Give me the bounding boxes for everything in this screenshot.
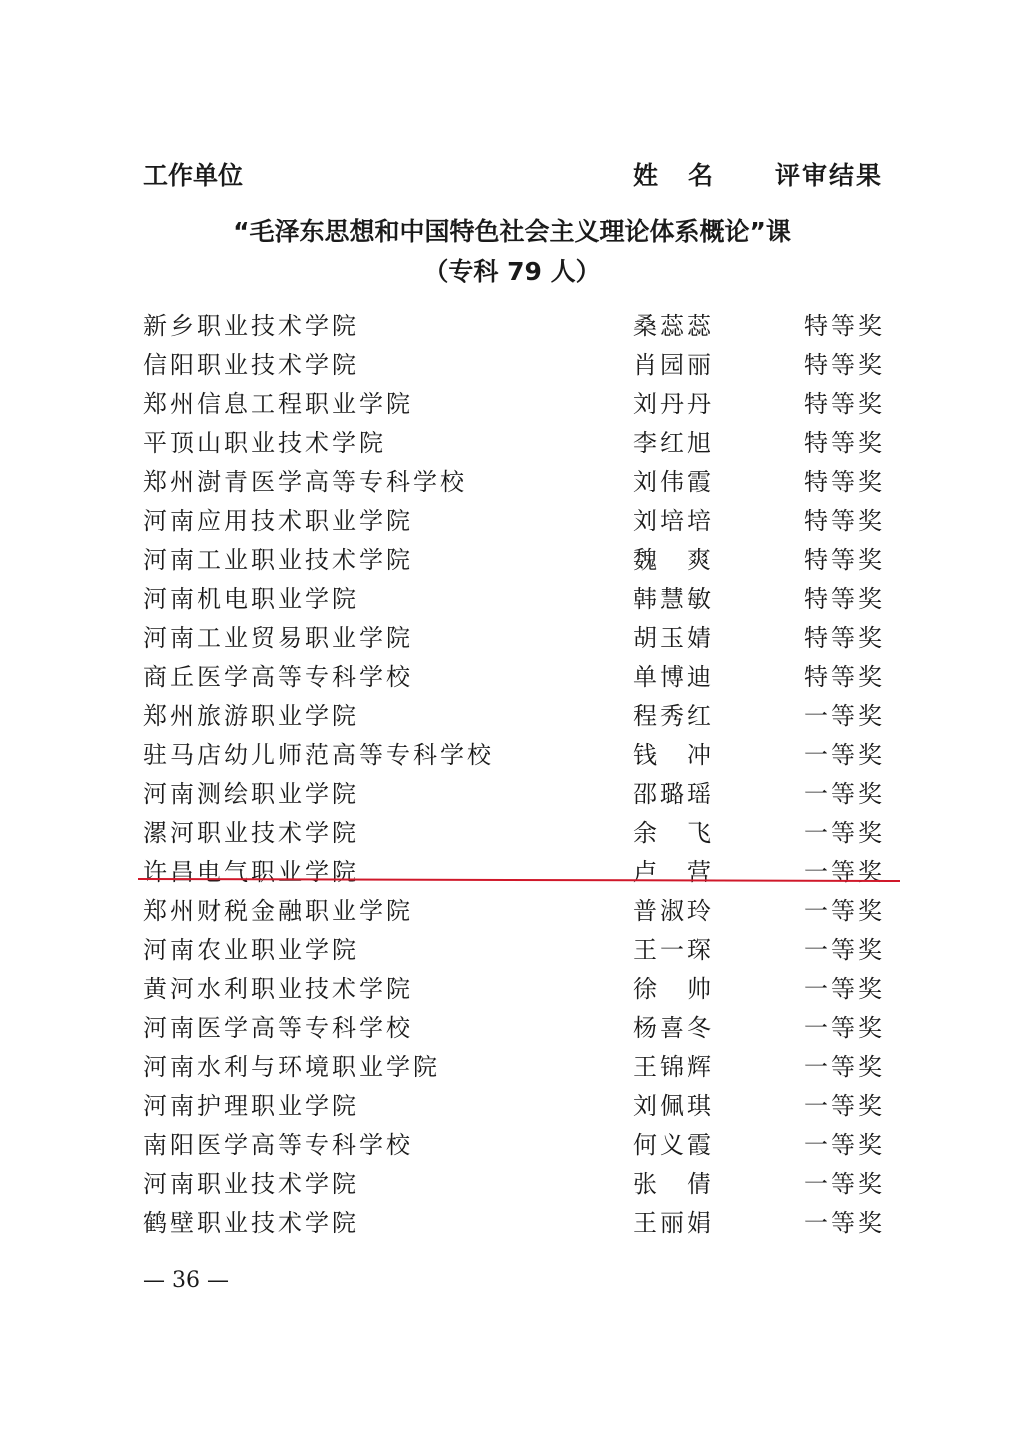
- list-item: [0, 341, 1024, 380]
- list-item: [0, 536, 1024, 575]
- list-item: [0, 614, 1024, 653]
- list-item: [0, 1199, 1024, 1238]
- list-item: [0, 926, 1024, 965]
- result-cell: 特等奖: [804, 663, 885, 691]
- list-item: [0, 575, 1024, 614]
- result-cell: 特等奖: [804, 624, 885, 652]
- name-cell: 徐 帅: [633, 975, 714, 1003]
- unit-cell: 郑州澍青医学高等专科学校: [143, 468, 467, 496]
- name-cell: 王锦辉: [633, 1053, 714, 1081]
- name-cell: 卢 营: [633, 858, 714, 886]
- name-cell: 王一琛: [633, 936, 714, 964]
- unit-cell: 郑州旅游职业学院: [143, 702, 359, 730]
- result-cell: 特等奖: [804, 585, 885, 613]
- list-item: [0, 1082, 1024, 1121]
- name-cell: 王丽娟: [633, 1209, 714, 1237]
- name-cell: 刘培培: [633, 507, 714, 535]
- unit-cell: 河南机电职业学院: [143, 585, 359, 613]
- result-cell: 一等奖: [804, 1053, 885, 1081]
- result-cell: 一等奖: [804, 741, 885, 769]
- name-cell: 魏 爽: [633, 546, 714, 574]
- result-cell: 特等奖: [804, 507, 885, 535]
- unit-cell: 商丘医学高等专科学校: [143, 663, 413, 691]
- unit-cell: 河南医学高等专科学校: [143, 1014, 413, 1042]
- name-cell: 胡玉婧: [633, 624, 714, 652]
- result-cell: 一等奖: [804, 1131, 885, 1159]
- unit-cell: 郑州财税金融职业学院: [143, 897, 413, 925]
- unit-cell: 鹤壁职业技术学院: [143, 1209, 359, 1237]
- column-header: [0, 156, 1024, 192]
- unit-cell: 郑州信息工程职业学院: [143, 390, 413, 418]
- name-cell: 刘伟霞: [633, 468, 714, 496]
- name-cell: 普淑玲: [633, 897, 714, 925]
- name-cell: 刘丹丹: [633, 390, 714, 418]
- result-cell: 特等奖: [804, 546, 885, 574]
- header-unit: 工作单位: [143, 161, 244, 190]
- unit-cell: 河南测绘职业学院: [143, 780, 359, 808]
- result-cell: 一等奖: [804, 975, 885, 1003]
- name-cell: 张 倩: [633, 1170, 714, 1198]
- list-item: [0, 380, 1024, 419]
- name-cell: 刘佩琪: [633, 1092, 714, 1120]
- list-item: [0, 1121, 1024, 1160]
- result-cell: 一等奖: [804, 1092, 885, 1120]
- list-item: [0, 653, 1024, 692]
- unit-cell: 河南水利与环境职业学院: [143, 1053, 440, 1081]
- list-item: [0, 419, 1024, 458]
- header-name: 姓名: [633, 161, 744, 190]
- name-cell: 韩慧敏: [633, 585, 714, 613]
- list-item: [0, 887, 1024, 926]
- section-title: “毛泽东思想和中国特色社会主义理论体系概论”课: [233, 217, 791, 246]
- unit-cell: 河南职业技术学院: [143, 1170, 359, 1198]
- name-cell: 单博迪: [633, 663, 714, 691]
- name-cell: 邵璐瑶: [633, 780, 714, 808]
- unit-cell: 平顶山职业技术学院: [143, 429, 386, 457]
- unit-cell: 河南应用技术职业学院: [143, 507, 413, 535]
- result-cell: 一等奖: [804, 819, 885, 847]
- name-cell: 肖园丽: [633, 351, 714, 379]
- result-cell: 一等奖: [804, 1014, 885, 1042]
- name-cell: 余 飞: [633, 819, 714, 847]
- name-cell: 钱 冲: [633, 741, 714, 769]
- result-cell: 一等奖: [804, 858, 885, 886]
- list-item: [0, 1004, 1024, 1043]
- unit-cell: 河南工业贸易职业学院: [143, 624, 413, 652]
- unit-cell: 漯河职业技术学院: [143, 819, 359, 847]
- unit-cell: 许昌电气职业学院: [143, 858, 359, 886]
- list-item: [0, 770, 1024, 809]
- result-cell: 特等奖: [804, 390, 885, 418]
- result-cell: 特等奖: [804, 351, 885, 379]
- award-list: [0, 302, 1024, 1238]
- unit-cell: 南阳医学高等专科学校: [143, 1131, 413, 1159]
- result-cell: 一等奖: [804, 780, 885, 808]
- list-item: [0, 1160, 1024, 1199]
- list-item: [0, 809, 1024, 848]
- unit-cell: 驻马店幼儿师范高等专科学校: [143, 741, 494, 769]
- result-cell: 一等奖: [804, 936, 885, 964]
- list-item: [0, 731, 1024, 770]
- result-cell: 一等奖: [804, 702, 885, 730]
- list-item: [0, 965, 1024, 1004]
- result-cell: 一等奖: [804, 897, 885, 925]
- result-cell: 一等奖: [804, 1170, 885, 1198]
- list-item: [0, 497, 1024, 536]
- name-cell: 何义霞: [633, 1131, 714, 1159]
- name-cell: 李红旭: [633, 429, 714, 457]
- name-cell: 桑蕊蕊: [633, 312, 714, 340]
- result-cell: 特等奖: [804, 468, 885, 496]
- result-cell: 特等奖: [804, 429, 885, 457]
- result-cell: 一等奖: [804, 1209, 885, 1237]
- list-item: [0, 692, 1024, 731]
- page-number: — 36 —: [143, 1268, 229, 1293]
- name-cell: 程秀红: [633, 702, 714, 730]
- list-item: [0, 1043, 1024, 1082]
- unit-cell: 黄河水利职业技术学院: [143, 975, 413, 1003]
- result-cell: 特等奖: [804, 312, 885, 340]
- header-result: 评审结果: [775, 161, 884, 190]
- unit-cell: 河南工业职业技术学院: [143, 546, 413, 574]
- unit-cell: 信阳职业技术学院: [143, 351, 359, 379]
- unit-cell: 河南农业职业学院: [143, 936, 359, 964]
- section-subtitle: （专科 79 人）: [423, 257, 601, 286]
- unit-cell: 新乡职业技术学院: [143, 312, 359, 340]
- list-item: [0, 458, 1024, 497]
- unit-cell: 河南护理职业学院: [143, 1092, 359, 1120]
- list-item: [0, 302, 1024, 341]
- name-cell: 杨喜冬: [633, 1014, 714, 1042]
